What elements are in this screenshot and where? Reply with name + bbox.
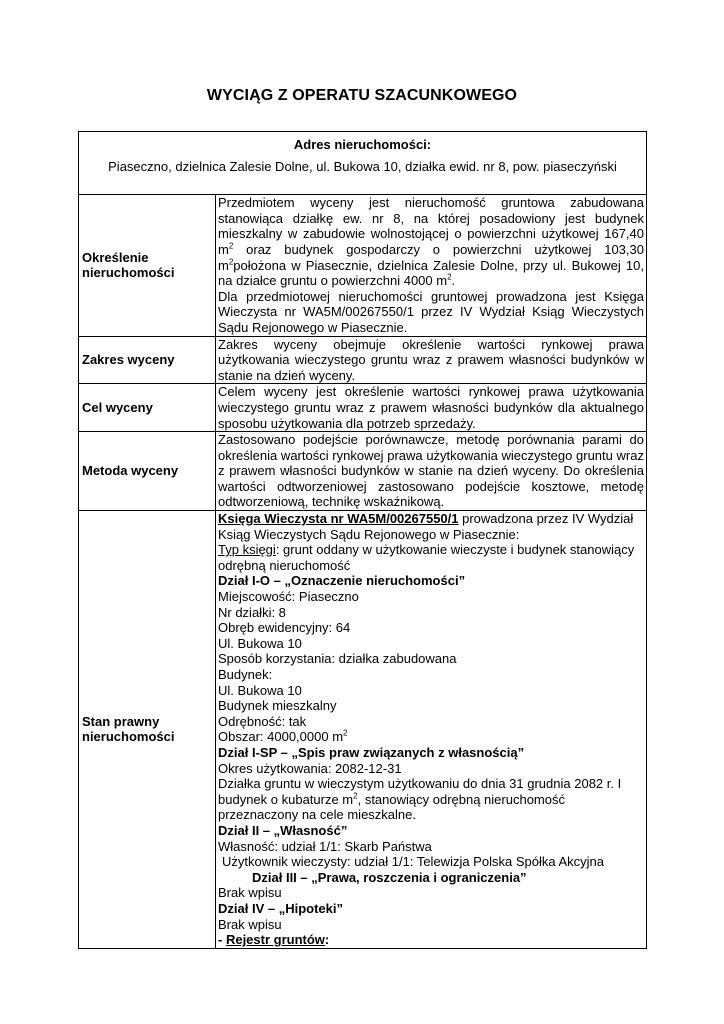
dzial-3-heading: Dział III – „Prawa, roszczenia i ograniczenia” bbox=[252, 869, 527, 885]
cel-content: Celem wyceny jest określenie wartości rynkowej prawa użytkowania wieczystego gruntu wraz z prawem własności budynków dla aktualnego sposobu użytkowania dla potrzeb sprzedaży. bbox=[216, 384, 647, 432]
rejestr-gruntow-heading bbox=[218, 932, 644, 948]
budynek-mieszkalny-line: Budynek mieszkalny bbox=[218, 698, 337, 714]
kw-paragraph bbox=[218, 511, 644, 542]
superscript-2: 2 bbox=[353, 791, 358, 801]
ulica-line-1: Ul. Bukowa 10 bbox=[218, 635, 302, 651]
typ-label: Typ księgi bbox=[218, 542, 276, 558]
address-cell bbox=[79, 132, 647, 195]
okreslenie-text-b: oraz budynek gospodarczy o powierzchni użytkowej 103,30 m bbox=[218, 241, 644, 273]
ulica-line-2: Ul. Bukowa 10 bbox=[218, 682, 302, 698]
okreslenie-text-d: . bbox=[451, 273, 456, 289]
dzial-4-heading: Dział IV – „Hipoteki” bbox=[218, 900, 343, 916]
superscript-2: 2 bbox=[228, 241, 234, 251]
dzialka-paragraph bbox=[218, 776, 644, 823]
metoda-content: Zastosowano podejście porównawcze, metodę porównania parami do określenia wartości rynkowej prawa użytkowania wieczystego gruntu wraz z prawem własności budynków w stanie na dzień wyceny. Do określenia wartości odtworzeniowej zastosowano podejście kosztowe, metodę odtworzeniową, technikę wskaźnikową. bbox=[216, 432, 647, 511]
dzial-1sp-heading: Dział I-SP – „Spis praw związanych z własnością” bbox=[218, 744, 525, 760]
metoda-row bbox=[79, 432, 647, 511]
sposob-line: Sposób korzystania: działka zabudowana bbox=[218, 651, 457, 667]
dzial-2-heading: Dział II – „Własność” bbox=[218, 822, 348, 838]
typ-paragraph bbox=[218, 542, 644, 573]
superscript-2: 2 bbox=[343, 729, 348, 739]
brak-wpisu-1: Brak wpisu bbox=[218, 885, 282, 901]
okreslenie-label-line2: nieruchomości bbox=[82, 265, 175, 281]
address-row bbox=[79, 132, 647, 195]
uzytkownik-line: Użytkownik wieczysty: udział 1/1: Telewizja Polska Spółka Akcyjna bbox=[222, 854, 604, 870]
okreslenie-paragraph-2: Dla przedmiotowej nieruchomości gruntowej prowadzona jest Księga Wieczysta nr WA5M/00267550/1 przez IV Wydział Ksiąg Wieczystych Sądu Rejonowego w Piasecznie. bbox=[218, 288, 644, 335]
budynek-line: Budynek: bbox=[218, 667, 273, 682]
obreb-line: Obręb ewidencyjny: 64 bbox=[218, 620, 351, 636]
okres-line: Okres użytkowania: 2082-12-31 bbox=[218, 760, 402, 776]
superscript-2: 2 bbox=[447, 272, 452, 282]
dzialka-text-b: , stanowiący odrębną nieruchomość przeznaczony na cele mieszkalne. bbox=[218, 791, 565, 823]
rejestr-dash: - bbox=[218, 932, 226, 948]
rejestr-colon: : bbox=[324, 932, 330, 948]
okreslenie-row bbox=[79, 195, 647, 336]
kw-rest: prowadzona przez IV Wydział Ksiąg Wieczystych Sądu Rejonowego w Piasecznie: bbox=[218, 511, 634, 542]
address-value: Piaseczno, dzielnica Zalesie Dolne, ul. Bukowa 10, działka ewid. nr 8, pow. piaseczyński bbox=[108, 158, 617, 174]
wlasnosc-line: Własność: udział 1/1: Skarb Państwa bbox=[218, 838, 432, 854]
dzialka-text-a: Działka gruntu w wieczystym użytkowaniu do dnia 31 grudnia 2082 r. I budynek o kubaturze m bbox=[218, 776, 622, 807]
obszar-text: Obszar: 4000,0000 m bbox=[218, 729, 344, 745]
kw-heading: Księga Wieczysta nr WA5M/00267550/1 bbox=[218, 511, 459, 527]
okreslenie-text-c: położona w Piasecznie, dzielnica Zalesie Dolne, przy ul. Bukowej 10, na działce gruntu o powierzchni 4000 m bbox=[218, 257, 644, 289]
zakres-content: Zakres wyceny obejmuje określenie wartości rynkowej prawa użytkowania wieczystego gruntu wraz z prawem własności budynków w stanie na dzień wyceny. bbox=[216, 336, 647, 384]
appraisal-table bbox=[78, 131, 647, 949]
nr-dzialki-line: Nr działki: 8 bbox=[218, 604, 286, 620]
obszar-line bbox=[218, 729, 644, 745]
rejestr-label: Rejestr gruntów bbox=[225, 932, 325, 948]
dzial-1o-heading: Dział I-O – „Oznaczenie nieruchomości” bbox=[218, 573, 466, 589]
address-heading: Adres nieruchomości: bbox=[293, 137, 432, 152]
stan-row bbox=[79, 511, 647, 949]
typ-rest: : grunt oddany w użytkowanie wieczyste i budynek stanowiący odrębną nieruchomość bbox=[218, 542, 635, 573]
okreslenie-content bbox=[216, 195, 647, 336]
okreslenie-text-a: Przedmiotem wyceny jest nieruchomość gruntowa zabudowana stanowiąca działkę ew. nr 8, na której posadowiony jest budynek mieszkalny w zabudowie wolnostojącej o powierzchni użytkowej 167,40 m bbox=[218, 195, 644, 257]
okreslenie-label bbox=[79, 195, 216, 336]
metoda-label: Metoda wyceny bbox=[79, 432, 216, 511]
zakres-label: Zakres wyceny bbox=[79, 336, 216, 384]
zakres-row bbox=[79, 336, 647, 384]
miejscowosc-line: Miejscowość: Piaseczno bbox=[218, 589, 359, 605]
stan-label-line1: Stan prawny bbox=[82, 713, 160, 729]
brak-wpisu-2: Brak wpisu bbox=[218, 916, 282, 932]
cel-row bbox=[79, 384, 647, 432]
stan-label-line2: nieruchomości bbox=[82, 729, 175, 745]
cel-label: Cel wyceny bbox=[79, 384, 216, 432]
okreslenie-label-line1: Określenie bbox=[82, 249, 149, 265]
document-title: WYCIĄG Z OPERATU SZACUNKOWEGO bbox=[206, 87, 518, 104]
okreslenie-paragraph-1 bbox=[218, 195, 644, 289]
stan-content bbox=[216, 511, 647, 949]
stan-label bbox=[79, 511, 216, 949]
odrebnosc-line: Odrębność: tak bbox=[218, 713, 307, 729]
superscript-2: 2 bbox=[228, 257, 234, 267]
